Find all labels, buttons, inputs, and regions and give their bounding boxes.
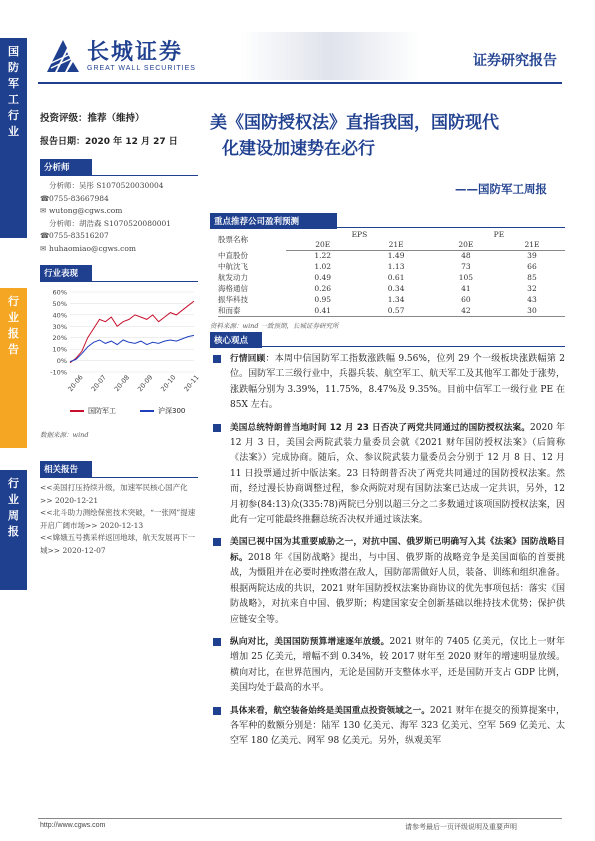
left-sidebar	[0, 0, 27, 841]
performance-section-rule	[40, 281, 198, 282]
performance-chart	[40, 286, 201, 404]
sidebar-top-char: 军	[8, 77, 19, 90]
value-cell: 42	[433, 305, 499, 317]
core-view-paragraph	[210, 421, 565, 529]
table-row	[218, 283, 565, 294]
core-view-heading: 美国已视中国为其重要威胁之一，对抗中国、俄罗斯已明确写入其《法案》国防战略目标。	[230, 537, 565, 563]
forecast-table-rule	[210, 227, 565, 228]
analyst-line	[40, 218, 198, 231]
report-title	[210, 110, 570, 162]
analyst-line-text: 分析师：吴彤 S1070520030004	[49, 181, 164, 190]
stock-name-cell: 中直股份	[218, 251, 248, 260]
square-bullet-icon	[213, 424, 221, 432]
y-tick-label: 60%	[52, 288, 67, 297]
great-wall-logo-icon	[45, 38, 81, 74]
stock-name-cell: 海格通信	[218, 284, 248, 293]
x-tick-label: 20-11	[182, 373, 201, 394]
value-cell: 43	[527, 295, 537, 304]
core-views-rule	[210, 346, 565, 347]
value-cell: 73	[461, 262, 471, 271]
sidebar-bot-char: 行	[8, 477, 19, 490]
analyst-line-text: huhaomiao@cgws.com	[49, 243, 136, 253]
report-title-line1: 美《国防授权法》直指我国，国防现代	[210, 113, 499, 133]
y-tick-label: 50%	[52, 299, 67, 308]
value-cell: 39	[527, 251, 537, 261]
x-tick-label: 20-08	[112, 373, 132, 394]
sidebar-top-char: 行	[8, 109, 19, 122]
analyst-line-text: 0755-83667984	[49, 193, 109, 203]
legend-item-defense	[70, 406, 116, 416]
col-subheader: 21E	[359, 240, 432, 251]
mail-icon: ✉	[40, 206, 47, 215]
legend-item-csi300	[140, 406, 185, 416]
table-row	[218, 261, 565, 272]
col-subheader: 20E	[286, 240, 359, 251]
analyst-line-text: wutong@cgws.com	[49, 206, 123, 215]
performance-section-title: 行业表现	[40, 265, 92, 281]
sidebar-top-char: 工	[8, 93, 19, 106]
analyst-line-text: 0755-83516207	[49, 231, 109, 240]
analyst-line	[40, 243, 198, 256]
core-view-text: 2021 财年在提交的预算提案中，各军种的数额分别是：陆军 130 亿美元、海军 323 亿美元、空军 569 亿美元、太空军 180 亿美元、网军 98 亿美元。另外，纵观美军	[230, 705, 565, 747]
sidebar-top-char: 国	[8, 45, 19, 58]
footer-divider	[38, 818, 562, 819]
related-section-rule	[40, 477, 198, 478]
y-tick-label: 30%	[52, 322, 67, 331]
core-view-text: 2021 财年的 7405 亿美元，仅比上一财年增加 25 亿美元，增幅不到 0.34%，较 2017 财年至 2020 财年的增速明显放缓。横向对比，在世界范围内，无论是国防开支整体水平，还是国防开支占 GDP 比例，美国均处于最高的水平。	[230, 636, 565, 694]
core-view-text: 本周中信国防军工指数涨跌幅 9.56%，位列 29 个一级板块涨跌幅第 2 位。国防军工三级行业中，兵器兵装、航空军工、航天军工及其他军工都处于涨势，涨跌幅分别为 3.39%，11.75%，8.47%及 9.35%。目前中信军工一级行业 PE 在 85X 左右。	[230, 354, 565, 411]
y-tick-label: 40%	[52, 311, 67, 320]
col-header-pe: PE	[493, 229, 505, 239]
core-view-paragraph	[210, 352, 565, 414]
performance-chart-svg	[40, 286, 201, 404]
related-report-link[interactable]: <<美国打压持续升级，加速军民核心国产化>> 2020-12-21	[40, 483, 188, 505]
core-view-heading: 行情回顾	[230, 354, 266, 364]
footer-disclaimer: 请参考最后一页评级说明及重要声明	[405, 823, 517, 831]
table-row	[218, 272, 565, 283]
value-cell: 1.49	[387, 251, 405, 261]
value-cell: 1.34	[387, 295, 405, 304]
sidebar-weekly-tag	[0, 470, 27, 590]
value-cell: 66	[527, 262, 537, 271]
legend-label-defense: 国防军工	[88, 407, 116, 415]
core-view-paragraph	[210, 635, 565, 697]
stock-name-cell: 航发动力	[218, 273, 248, 282]
core-view-heading: 具体来看，航空装备始终是美国重点投资领域之一。	[230, 705, 430, 716]
forecast-table-source: 资料来源：wind 一致预期，长城证券研究所	[210, 322, 339, 330]
related-report-link[interactable]: <<嫦娥五号携采样返回地球，航天发展再下一城>> 2020-12-07	[40, 533, 196, 555]
sidebar-mid-char: 业	[8, 311, 19, 324]
analyst-line	[40, 180, 198, 193]
footer-url: http://www.cgws.com	[40, 822, 106, 829]
core-view-paragraph	[210, 535, 565, 627]
sidebar-top-char: 业	[8, 125, 19, 138]
table-row	[218, 294, 565, 305]
y-tick-label: -10%	[50, 368, 67, 377]
sidebar-top-char: 防	[8, 61, 19, 74]
value-cell: 1.02	[314, 262, 332, 271]
value-cell: 1.13	[387, 262, 405, 271]
core-view-text: 2020 年 12 月 3 日，美国会两院武装力量委员会就《2021 财年国防授权法案》（后简称《法案》）完成协商。随后，众、参议院武装力量委员会分别于 12 月 8 日、12 月 11 日投票通过折中版法案。23 日特朗普否决了两党共同通过的国防授权法案。然而，经过漫长协商调整过程，参众两院对现有国防法案已达成一定共识，另外，12 月初参(84:13)众(335:78)两院已分别以超三分之二多数通过该项国防授权法案，因此有一定可能最终推翻总统否决权并通过该法案。	[230, 422, 565, 526]
header-greatwall-backdrop	[240, 32, 420, 80]
related-report-list	[40, 482, 198, 557]
analyst-line	[40, 193, 198, 206]
header-divider	[38, 82, 562, 84]
report-type-label: 证券研究报告	[473, 53, 557, 69]
sidebar-industry-tag	[0, 38, 27, 238]
value-cell: 48	[461, 251, 471, 261]
investment-rating: 投资评级：推荐（维持）	[40, 113, 145, 124]
y-tick-label: 0%	[56, 357, 67, 366]
core-view-heading: 纵向对比，美国国防预算增速逐年放缓。	[230, 636, 390, 647]
stock-name-cell: 和而泰	[218, 305, 286, 317]
col-header-stock: 股票名称	[218, 235, 248, 244]
y-tick-label: 10%	[52, 345, 67, 354]
analyst-list	[40, 180, 198, 255]
value-cell: 105	[458, 273, 474, 282]
phone-icon: ☎	[40, 193, 50, 203]
core-views-body	[210, 352, 565, 757]
sidebar-mid-char: 行	[8, 295, 19, 308]
sidebar-mid-char: 报	[8, 327, 19, 340]
x-tick-label: 20-06	[66, 373, 85, 394]
stock-name-cell: 振华科技	[218, 295, 248, 304]
square-bullet-icon	[213, 707, 221, 715]
value-cell: 85	[527, 273, 537, 282]
value-cell: 0.49	[314, 273, 332, 282]
core-view-text: 2018 年《国防战略》提出，与中国、俄罗斯的战略竞争是美国面临的首要挑战，为慑阻并在必要时挫败潜在敌人，国防部需做好人员，装备、训练和组织准备。根据两院达成的共识，2021 财年国防授权法案协商协议的优先事项包括：落实《国防战略》，对抗来自中国、俄罗斯；构建国家安全创新基础以维持技术优势；保护供应链安全等。	[230, 552, 565, 625]
sidebar-bot-char: 业	[8, 493, 19, 506]
value-cell: 32	[527, 284, 537, 293]
value-cell: 60	[461, 295, 471, 304]
phone-icon: ☎	[40, 231, 50, 240]
value-cell: 30	[499, 305, 565, 317]
logo-english-name: GREAT WALL SECURITIES	[87, 64, 196, 72]
col-subheader: 21E	[499, 240, 565, 251]
analyst-line	[40, 230, 198, 243]
series-line-csi300	[70, 335, 194, 361]
value-cell: 1.22	[314, 251, 332, 261]
chart-legend	[70, 406, 198, 416]
analyst-line-text: 分析师：胡浩森 S1070520080001	[49, 218, 172, 228]
legend-label-csi300: 沪深300	[158, 407, 186, 415]
core-view-paragraph	[210, 704, 565, 750]
sidebar-report-type-tag	[0, 288, 27, 448]
related-section-title: 相关报告	[40, 461, 92, 477]
report-date: 报告日期：2020 年 12 月 27 日	[40, 137, 178, 147]
company-logo	[45, 38, 196, 74]
value-cell: 0.57	[359, 305, 432, 317]
square-bullet-icon	[213, 538, 221, 546]
core-view-separator: ：	[265, 354, 275, 364]
value-cell: 0.41	[286, 305, 359, 317]
sidebar-bot-char: 周	[8, 509, 19, 522]
mail-icon: ✉	[40, 243, 47, 253]
forecast-table-title: 重点推荐公司盈利预测	[210, 213, 337, 229]
chart-source: 数据来源：wind	[40, 431, 89, 439]
x-tick-label: 20-09	[135, 373, 155, 394]
analyst-section-rule	[40, 175, 198, 176]
analyst-line	[40, 205, 198, 218]
value-cell: 0.34	[387, 284, 405, 293]
earnings-forecast-table	[218, 229, 565, 317]
logo-chinese-name: 长城证券	[87, 39, 184, 65]
y-tick-label: 20%	[52, 334, 67, 343]
col-header-eps: EPS	[351, 229, 368, 239]
report-title-line2: 化建设加速势在必行	[222, 139, 375, 159]
legend-swatch-defense	[70, 410, 84, 412]
stock-name-cell: 中航沈飞	[218, 262, 248, 271]
series-line-defense	[70, 301, 194, 363]
x-tick-label: 20-10	[159, 373, 178, 394]
square-bullet-icon	[213, 355, 221, 363]
core-view-heading: 美国总统特朗普当地时间 12 月 23 日否决了两党共同通过的国防授权法案。	[230, 422, 531, 433]
related-report-link[interactable]: <<北斗助力测绘保密技术突破，“一张网”提速开启广阔市场>> 2020-12-13	[40, 508, 196, 530]
square-bullet-icon	[213, 638, 221, 646]
left-column	[40, 110, 201, 557]
value-cell: 0.95	[314, 295, 332, 304]
sidebar-bot-char: 报	[8, 525, 19, 538]
x-tick-label: 20-07	[89, 373, 108, 394]
col-subheader: 20E	[433, 240, 499, 251]
analyst-section-title: 分析师	[40, 159, 92, 175]
report-subtitle: ——国防军工周报	[455, 182, 547, 196]
legend-swatch-csi300	[140, 410, 154, 412]
value-cell: 0.61	[387, 273, 405, 282]
value-cell: 41	[461, 284, 471, 293]
core-views-title: 核心观点	[210, 332, 262, 348]
table-row	[218, 305, 565, 317]
sidebar-mid-char: 告	[8, 343, 19, 356]
forecast-table-body	[218, 250, 565, 317]
table-row	[218, 250, 565, 261]
value-cell: 0.26	[314, 284, 332, 293]
